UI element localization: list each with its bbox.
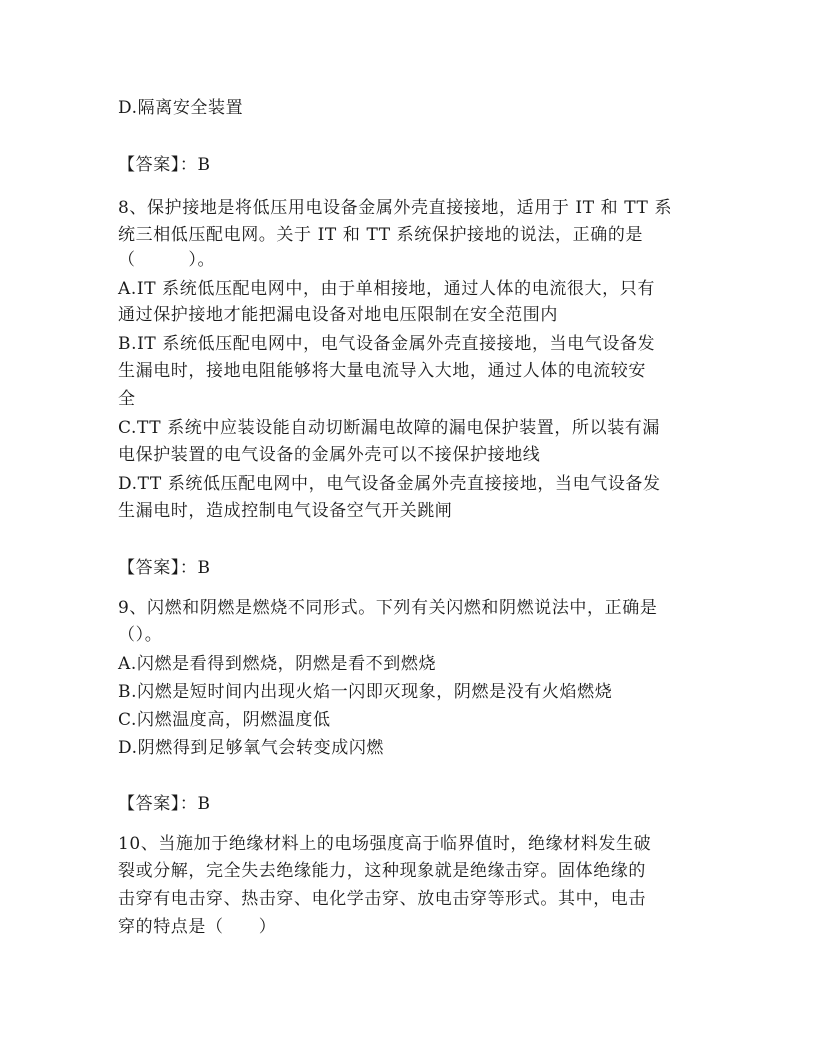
q9-answer: 【答案】：B (118, 794, 211, 814)
q8-answer: 【答案】：B (118, 558, 211, 578)
q10-stem-line: 10、当施加于绝缘材料上的电场强度高于临界值时，绝缘材料发生破 (118, 834, 652, 854)
q9-option-b: B.闪燃是短时间内出现火焰一闪即灭现象，阴燃是没有火焰燃烧 (118, 682, 613, 702)
q8-option-c-line: 电保护装置的电气设备的金属外壳可以不接保护接地线 (118, 445, 541, 465)
q9-option-a: A.闪燃是看得到燃烧，阴燃是看不到燃烧 (118, 654, 437, 674)
q7-option-d: D.隔离安全装置 (118, 98, 244, 118)
q7-answer: 【答案】：B (118, 155, 211, 175)
q8-option-d-line: 生漏电时，造成控制电气设备空气开关跳闸 (118, 501, 453, 521)
q10-stem-line: 击穿有电击穿、热击穿、电化学击穿、放电击穿等形式。其中，电击 (118, 889, 646, 909)
q8-stem-line: 8、保护接地是将低压用电设备金属外壳直接接地，适用于 IT 和 TT 系 (118, 198, 673, 218)
q10-stem-line: 裂或分解，完全失去绝缘能力，这种现象就是绝缘击穿。固体绝缘的 (118, 861, 646, 881)
q8-stem-line: 统三相低压配电网。关于 IT 和 TT 系统保护接地的说法，正确的是 (118, 225, 644, 245)
q8-option-a-line: A.IT 系统低压配电网中，由于单相接地，通过人体的电流很大，只有 (118, 279, 655, 299)
q8-option-b-line: 生漏电时，接地电阻能够将大量电流导入大地，通过人体的电流较安 (118, 361, 646, 381)
q9-option-c: C.闪燃温度高，阴燃温度低 (118, 710, 331, 730)
q9-option-d: D.阴燃得到足够氧气会转变成闪燃 (118, 738, 385, 758)
q8-option-a-line: 通过保护接地才能把漏电设备对地电压限制在安全范围内 (118, 305, 558, 325)
q8-stem-line: （ ）。 (118, 250, 216, 270)
q8-option-b-line: B.IT 系统低压配电网中，电气设备金属外壳直接接地，当电气设备发 (118, 334, 656, 354)
q9-stem-line: 9、闪燃和阴燃是燃烧不同形式。下列有关闪燃和阴燃说法中，正确是 (118, 598, 658, 618)
q8-option-d-line: D.TT 系统低压配电网中，电气设备金属外壳直接接地，当电气设备发 (118, 474, 661, 494)
q10-stem-line: 穿的特点是（ ） (118, 917, 277, 937)
q9-stem-line: （）。 (118, 625, 163, 645)
q8-option-c-line: C.TT 系统中应装设能自动切断漏电故障的漏电保护装置，所以装有漏 (118, 418, 661, 438)
q8-option-b-line: 全 (118, 389, 136, 409)
